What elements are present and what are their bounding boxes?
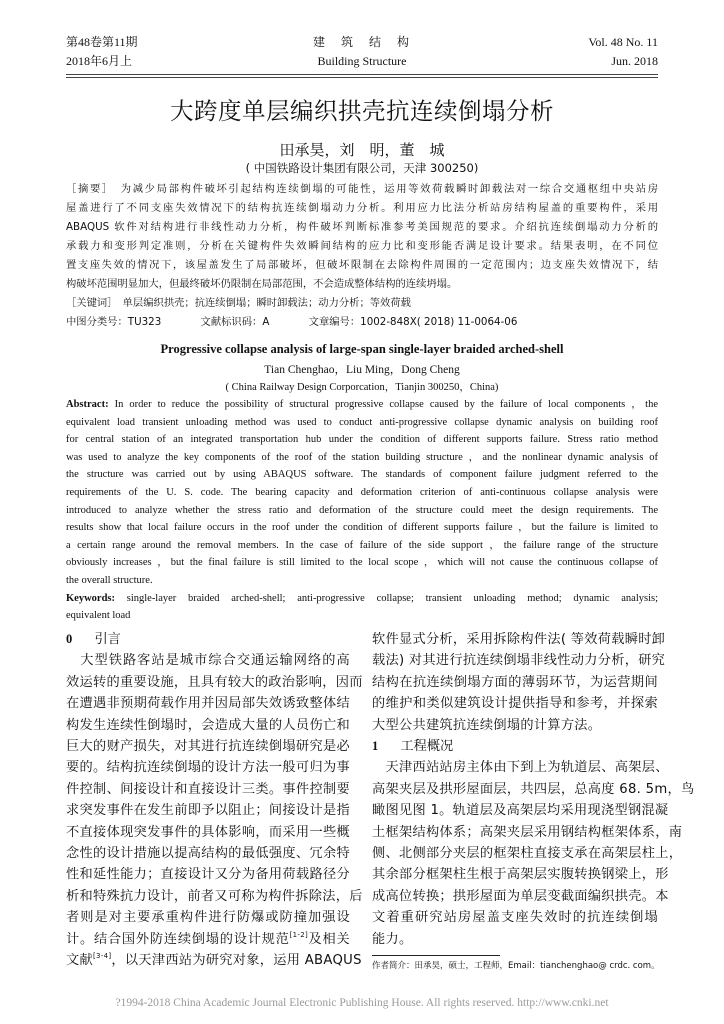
body-line: 能力。 [372,931,413,947]
abstract-label: Abstract: [66,399,109,410]
clc-number: 中图分类号：TU323 [66,316,162,328]
body-line: 的维护和类似建筑设计提供指导和参考，并探索 [372,696,658,712]
abstract-line: the overall structure. [66,574,153,586]
abstract-line: In order to reduce the possibility of structural progressive collapse caused by the failure of local components ，the [114,399,659,410]
abstract-line: ABAQUS 软件对结构进行非线性动力分析，构件破坏判断标准参考美国规范的要求。介绍抗连续倒塌动力分析的 [66,221,658,233]
body-line: 析和特殊抗力设计，前者又可称为构件拆除法，后 [66,888,363,904]
en-authors: Tian Chenghao，Liu Ming，Dong Cheng [264,364,460,376]
abstract-line: results show that local failure occurs in the roof under the condition of different supports failure ，but the failure is limited to [66,522,658,534]
body-line: 大型铁路客站是城市综合交通运输网络的高 [66,653,350,669]
body-line: 构发生连续性倒塌时，会造成大量的人员伤亡和 [66,717,350,733]
abstract-line: equivalent load transient unloading method was used to conduct anti-progressive collapse dynamic analysis on building roof [66,416,658,428]
section-title: 工程概况 [400,739,454,755]
section-1-heading [372,736,658,757]
citation[interactable]: [3-4] [92,952,112,961]
body-line: 效运转的重要设施，且具有较大的政治影响，因而 [66,674,363,690]
section-number: 0 [66,632,73,646]
text: 文献 [66,953,93,969]
cn-abstract [66,180,658,332]
body-line: 瞰图见图 1。轨道层及高架层均采用现浇型钢混凝 [372,803,669,819]
body-line: 大型公共建筑抗连续倒塌的计算方法。 [372,717,602,733]
body-line: 其余部分框架柱生根于高架层实腹转换钢梁上，形 [372,867,669,883]
abstract-line: introduced to analyze whether the stress ratio and deformation of the structure could meet the design requirements. The [66,504,658,516]
abstract-line: the structure was carried out by using ABAQUS software. The standards of component failure judgment referred to the [66,469,658,481]
body-line [66,950,362,971]
journal-name-en: Building Structure [317,54,407,68]
section-0-heading [66,629,350,650]
author-footnote: 作者简介：田承昊，硕士，工程师，Email：tianchenghao@ crdc. com。 [372,961,660,971]
classification-line [66,313,658,332]
abstract-line: 置支座失效的情况下，该屋盖发生了局部破坏，但破坏限制在去除构件周围的一定范围内；边支座失效情况下，结 [66,259,658,271]
left-column [66,629,363,972]
abstract-line: requirements of the U. S. code. The bearing capacity and deformation criterion of anti-continuous collapse analysis were [66,486,658,498]
abstract-line: 构破坏范围明显加大，但最终破坏仍限制在局部范围，不会造成整体结构的连续坍塌。 [66,278,458,290]
volume-issue: 第48卷第11期 [66,35,138,49]
journal-name-cn: 建 筑 结 构 [312,35,411,49]
section-title: 引言 [94,632,121,647]
en-keywords: equivalent load [66,610,131,622]
journal-issue [66,33,138,71]
header-rule [66,74,658,75]
text: 及相关 [308,931,350,947]
body-line: 结构在抗连续倒塌方面的薄弱环节，为运营期间 [372,674,658,690]
keywords-label: Keywords: [66,592,115,604]
body-line: 软件显式分析，采用拆除构件法( 等效荷载瞬时卸 [372,632,666,647]
en-abstract [66,396,659,625]
cn-keywords: ［关键词］ 单层编织拱壳；抗连续倒塌；瞬时卸载法；动力分析；等效荷载 [66,297,411,309]
issue-date-en: Jun. 2018 [611,54,658,68]
issue-date-cn: 2018年6月上 [66,54,133,68]
text: ，以天津西站为研究对象，运用 ABAQUS [111,953,362,969]
body-line: 性和延性能力；直接设计又分为备用荷载路径分 [66,867,350,883]
paper-title: 大跨度单层编织拱壳抗连续倒塌分析 [170,97,554,125]
journal-volume-en [588,33,658,71]
affiliation: ( 中国铁路设计集团有限公司，天津 300250) [245,161,479,175]
abstract-line: ［摘要］ 为减少局部构件破坏引起结构连续倒塌的可能性，运用等效荷载瞬时卸载法对一综合交通枢纽中央站房 [66,183,658,195]
body-line: 天津西站站房主体由下到上为轨道层、高架层、 [372,760,669,776]
copyright-footer: ?1994-2018 China Academic Journal Electronic Publishing House. All rights reserved. http://www.cnki.net [115,997,609,1009]
body-line: 件控制、间接设计和直接设计三类。事件控制要 [66,781,350,797]
body-line: 不直接体现突发事件的具体影响，而采用一些概 [66,824,350,840]
abstract-line: 承载力和变形判定准则，分析在关键构件失效瞬间结构的应力比和变形能否满足设计要求。结果表明，在不同位 [66,240,658,252]
body-line: 要的。结构抗连续倒塌的设计方法一般可归为事 [66,760,350,776]
journal-name [262,33,462,71]
abstract-line: 屋盖进行了不同支座失效情况下的结构抗连续倒塌动力分析。利用应力比法分析站房结构屋盖的重要构件，采用 [66,202,658,214]
right-column [372,629,695,950]
authors: 田承昊，刘 明，董 城 [279,141,445,159]
body-line: 巨大的财产损失，对其进行抗连续倒塌研究是必 [66,739,350,755]
body-line: 念性的设计措施以提高结构的最低强度、冗余特 [66,846,350,862]
body-line: 载法) 对其进行抗连续倒塌非线性动力分析，研究 [372,653,666,669]
article-number: 文章编号：1002-848X( 2018) 11-0064-06 [308,316,518,328]
body-line: 求突发事件在发生前即予以阻止；间接设计是指 [66,803,350,819]
body-line: 者则是对主要承重构件进行防爆或防撞加强设 [66,910,350,926]
body-line: 土框架结构体系；高架夹层采用钢结构框架体系，南 [372,824,683,840]
section-number: 1 [372,739,379,754]
footnote-rule [372,955,500,956]
text: 计。结合国外防连续倒塌的设计规范 [66,931,290,947]
body-line: 文着重研究站房屋盖支座失效时的抗连续倒塌 [372,910,658,926]
abstract-line: obviously increases ，but the final failure is still limited to the local scope ，which will not cause the continuous collapse of [66,557,658,569]
volume-no-en: Vol. 48 No. 11 [588,35,658,49]
doc-code: 文献标识码：A [200,316,270,328]
body-line: 高架夹层及拱形屋面层，共四层，总高度 68. 5m，鸟 [372,781,695,797]
en-title: Progressive collapse analysis of large-span single-layer braided arched-shell [160,342,564,356]
abstract-line: for central station of an integrated transportation hub under the condition of different supports failure. Stress ratio method [66,434,658,446]
en-affiliation: ( China Railway Design Corporcation，Tianjin 300250，China) [225,382,499,393]
abstract-line: a certain range around the removal members. In the case of failure of the side support ，the failure range of the structure [66,539,658,551]
en-keywords: single-layer braided arched-shell; anti-progressive collapse; transient unloading method; dynamic analysis; [126,592,658,604]
header-rule [66,77,658,78]
body-line [66,929,350,950]
body-line: 成高位转换；拱形屋面为单层变截面编织拱壳。本 [372,888,669,904]
body-line: 侧、北侧部分夹层的框架柱直接支承在高架层柱上， [372,846,683,862]
body-line: 在遭遇非预期荷载作用并因局部失效诱致整体结 [66,696,350,712]
abstract-line: was used to analyze the key components of the roof of the station building structure ，and the nonlinear dynamic analysis of [66,451,658,463]
citation[interactable]: [1-2] [289,930,309,939]
